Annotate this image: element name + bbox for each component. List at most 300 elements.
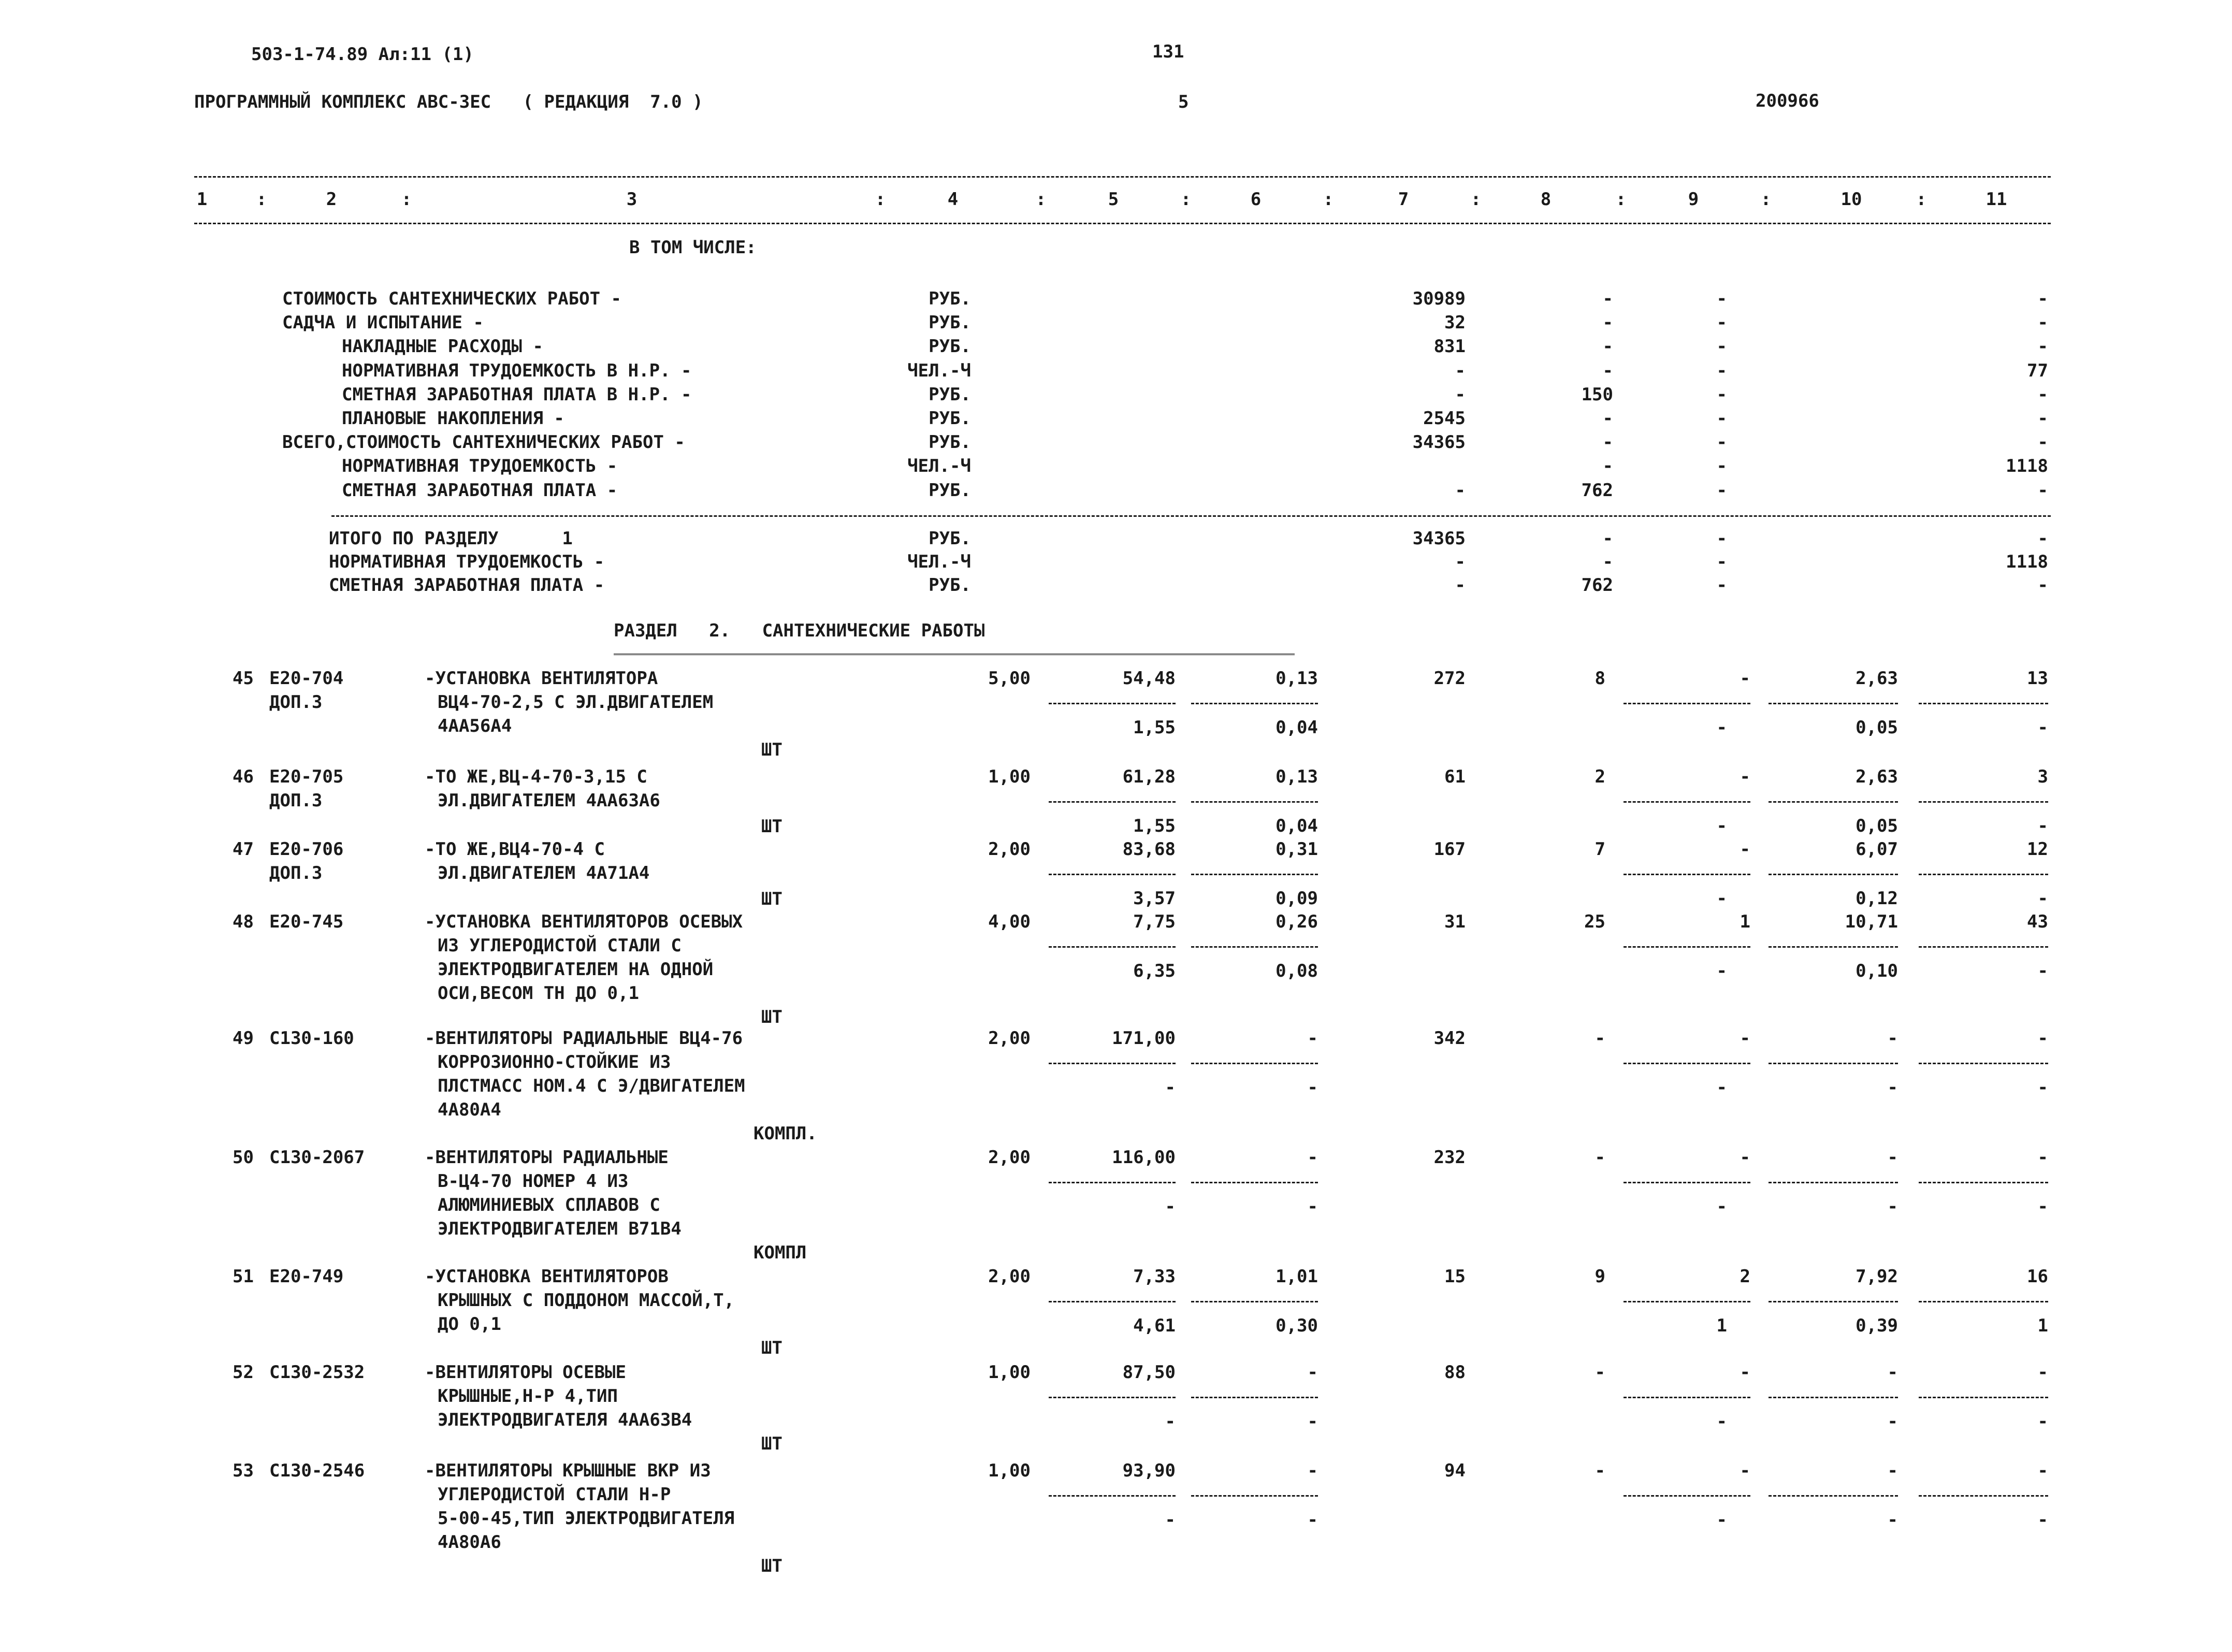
column-number: 2 [326, 189, 337, 210]
item-code: С130-2532 [269, 1362, 365, 1383]
item-unit-price-sub: 6,35 [1133, 961, 1176, 981]
item-divider [1191, 703, 1318, 704]
item-description: АЛЮМИНИЕВЫХ СПЛАВОВ С [438, 1195, 660, 1215]
item-col10-sub: - [1887, 1411, 1898, 1432]
item-quantity: 1,00 [988, 1362, 1031, 1383]
program-title: ПРОГРАММНЫЙ КОМПЛЕКС АВС-3ЕС ( РЕДАКЦИЯ 7.0 ) [194, 92, 703, 112]
column-number: : [1180, 189, 1192, 210]
column-number: : [1916, 189, 1927, 210]
summary-row-col8: 150 [1581, 384, 1613, 405]
item-quantity: 5,00 [988, 668, 1031, 689]
item-description: -УСТАНОВКА ВЕНТИЛЯТОРОВ [425, 1266, 669, 1287]
summary-row-col9: - [1716, 336, 1727, 357]
item-description: ОСИ,ВЕСОМ ТН ДО 0,1 [438, 983, 639, 1004]
item-divider [1624, 1063, 1750, 1064]
item-number: 51 [233, 1266, 254, 1287]
item-divider [1624, 946, 1750, 948]
item-description: КОРРОЗИОННО-СТОЙКИЕ ИЗ [438, 1052, 671, 1073]
item-description: -ВЕНТИЛЯТОРЫ РАДИАЛЬНЫЕ [425, 1147, 669, 1168]
item-description: ЭЛЕКТРОДВИГАТЕЛЕМ В71В4 [438, 1219, 682, 1239]
item-col11-sub: - [2037, 1077, 2048, 1098]
item-quantity: 2,00 [988, 839, 1031, 860]
summary-row-col9: - [1716, 288, 1727, 309]
column-number: : [256, 189, 267, 210]
column-number: : [1760, 189, 1772, 210]
item-unit-price: 87,50 [1122, 1362, 1176, 1383]
summary-row-label: СМЕТНАЯ ЗАРАБОТНАЯ ПЛАТА - [342, 480, 618, 501]
summary-row-col8: - [1602, 312, 1613, 333]
summary-row-col8: - [1602, 456, 1613, 476]
item-divider [1049, 703, 1176, 704]
item-col9-sub: - [1716, 717, 1727, 738]
item-col8: - [1595, 1028, 1605, 1049]
item-col10-sub: 0,12 [1856, 888, 1898, 909]
item-col8: 7 [1595, 839, 1605, 860]
section-title: РАЗДЕЛ 2. САНТЕХНИЧЕСКИЕ РАБОТЫ [614, 620, 985, 641]
item-code: Е20-704 [269, 668, 344, 689]
summary-row-col11: - [2037, 288, 2048, 309]
summary-row-label: НАКЛАДНЫЕ РАСХОДЫ - [342, 336, 543, 357]
column-number: : [401, 189, 412, 210]
summary-row-amount: 34365 [1412, 432, 1466, 453]
item-unit-price-sub: - [1165, 1411, 1176, 1432]
item-description: 4АА56А4 [438, 716, 512, 736]
item-wage-price-sub: 0,04 [1276, 717, 1318, 738]
item-description: -ТО ЖЕ,ВЦ4-70-4 С [425, 839, 605, 860]
section-total-label: СМЕТНАЯ ЗАРАБОТНАЯ ПЛАТА - [329, 575, 605, 596]
column-number: 11 [1985, 189, 2007, 210]
item-wage-price-sub: 0,08 [1276, 961, 1318, 981]
item-divider [1919, 874, 2048, 875]
summary-row-col11: - [2037, 312, 2048, 333]
item-col9-sub: - [1716, 888, 1727, 909]
summary-row-col11: - [2037, 384, 2048, 405]
item-wage-price-sub: 0,09 [1276, 888, 1318, 909]
item-col10-sub: 0,39 [1856, 1315, 1898, 1336]
item-col10: 6,07 [1856, 839, 1898, 860]
summary-row-unit: РУБ. [929, 384, 971, 405]
item-divider [1049, 1495, 1176, 1497]
summary-row-amount: 831 [1433, 336, 1466, 357]
item-col8: 2 [1595, 766, 1605, 787]
item-description: -ВЕНТИЛЯТОРЫ РАДИАЛЬНЫЕ ВЦ4-76 [425, 1028, 743, 1049]
item-divider [1624, 1182, 1750, 1183]
item-col10-sub: 0,10 [1856, 961, 1898, 981]
item-col10: 7,92 [1856, 1266, 1898, 1287]
column-number: 7 [1398, 189, 1409, 210]
item-divider [1919, 1495, 2048, 1497]
item-col9: - [1740, 1460, 1750, 1481]
column-number: 6 [1250, 189, 1262, 210]
item-quantity: 4,00 [988, 911, 1031, 932]
section-total-col11: - [2037, 575, 2048, 596]
summary-row-col8: - [1602, 360, 1613, 381]
summary-row-amount: 32 [1444, 312, 1466, 333]
item-col11-sub: - [2037, 816, 2048, 836]
section-total-unit: РУБ. [929, 575, 971, 596]
item-divider [1191, 1397, 1318, 1398]
summary-row-unit: ЧЕЛ.-Ч [907, 456, 971, 476]
summary-row-amount: 30989 [1412, 288, 1466, 309]
item-col9-sub: - [1716, 1411, 1727, 1432]
item-col10: - [1887, 1028, 1898, 1049]
item-description: ЭЛЕКТРОДВИГАТЕЛЕМ НА ОДНОЙ [438, 959, 714, 980]
item-col8: - [1595, 1362, 1605, 1383]
item-col10-sub: - [1887, 1510, 1898, 1530]
item-col11: - [2037, 1028, 2048, 1049]
item-code: С130-160 [269, 1028, 354, 1049]
item-unit-price: 93,90 [1122, 1460, 1176, 1481]
item-unit-price: 116,00 [1112, 1147, 1176, 1168]
item-wage-price: - [1307, 1147, 1318, 1168]
item-divider [1769, 703, 1898, 704]
item-code: ДОП.3 [269, 863, 323, 883]
item-number: 53 [233, 1460, 254, 1481]
item-unit: ШТ [761, 1433, 782, 1454]
item-description: ЭЛ.ДВИГАТЕЛЕМ 4А71А4 [438, 863, 650, 883]
item-description: КРЫШНЫХ С ПОДДОНОМ МАССОЙ,Т, [438, 1290, 735, 1311]
item-divider [1191, 801, 1318, 803]
item-unit: КОМПЛ. [753, 1123, 817, 1144]
item-description: УГЛЕРОДИСТОЙ СТАЛИ Н-Р [438, 1484, 671, 1505]
item-code: С130-2067 [269, 1147, 365, 1168]
item-total: 61 [1444, 766, 1466, 787]
section-total-col9: - [1716, 575, 1727, 596]
item-description: -УСТАНОВКА ВЕНТИЛЯТОРА [425, 668, 658, 689]
document-number: 200966 [1756, 91, 1819, 111]
sheet-number: 5 [1178, 92, 1189, 112]
item-divider [1769, 1182, 1898, 1183]
item-col11: 13 [2027, 668, 2048, 689]
column-number: : [1035, 189, 1047, 210]
summary-row-col11: - [2037, 480, 2048, 501]
item-divider [1049, 801, 1176, 803]
summary-row-col9: - [1716, 408, 1727, 429]
column-number: : [1470, 189, 1482, 210]
item-divider [1049, 1397, 1176, 1398]
item-unit-price: 7,75 [1133, 911, 1176, 932]
item-unit: КОМПЛ [753, 1242, 807, 1263]
column-number: : [875, 189, 886, 210]
column-number: 8 [1540, 189, 1552, 210]
item-description: -ВЕНТИЛЯТОРЫ ОСЕВЫЕ [425, 1362, 626, 1383]
item-divider [1624, 801, 1750, 803]
item-divider [1919, 801, 2048, 803]
item-divider [1624, 874, 1750, 875]
item-col11-sub: - [2037, 961, 2048, 981]
column-number: 1 [196, 189, 208, 210]
summary-row-col11: 1118 [2006, 456, 2048, 476]
item-col11: - [2037, 1362, 2048, 1383]
item-number: 45 [233, 668, 254, 689]
item-col9-sub: - [1716, 1196, 1727, 1217]
item-description: ИЗ УГЛЕРОДИСТОЙ СТАЛИ С [438, 935, 682, 956]
item-total: 15 [1444, 1266, 1466, 1287]
item-col10: 2,63 [1856, 766, 1898, 787]
item-unit: ШТ [761, 1556, 782, 1576]
item-description: -ТО ЖЕ,ВЦ-4-70-3,15 С [425, 766, 647, 787]
item-description: ВЦ4-70-2,5 С ЭЛ.ДВИГАТЕЛЕМ [438, 692, 714, 713]
item-code: ДОП.3 [269, 692, 323, 713]
section-total-col8: 762 [1581, 575, 1613, 596]
summary-row-unit: РУБ. [929, 480, 971, 501]
item-divider [1769, 1063, 1898, 1064]
summary-row-label: САДЧА И ИСПЫТАНИЕ - [282, 312, 484, 333]
item-description: 4А80А4 [438, 1099, 501, 1120]
item-wage-price: - [1307, 1362, 1318, 1383]
section-total-col11: 1118 [2006, 552, 2048, 572]
item-unit-price-sub: - [1165, 1077, 1176, 1098]
item-quantity: 2,00 [988, 1028, 1031, 1049]
item-wage-price: - [1307, 1460, 1318, 1481]
item-unit: ШТ [761, 816, 782, 837]
item-col9: 2 [1740, 1266, 1750, 1287]
item-wage-price-sub: - [1307, 1510, 1318, 1530]
item-description: В-Ц4-70 НОМЕР 4 ИЗ [438, 1171, 629, 1192]
section-total-col8: - [1602, 528, 1613, 549]
item-col9: - [1740, 766, 1750, 787]
column-number: 10 [1840, 189, 1862, 210]
item-wage-price: 0,13 [1276, 766, 1318, 787]
item-unit-price-sub: 4,61 [1133, 1315, 1176, 1336]
item-number: 48 [233, 911, 254, 932]
item-col9: - [1740, 1028, 1750, 1049]
item-description: ЭЛ.ДВИГАТЕЛЕМ 4АА63А6 [438, 790, 660, 811]
item-divider [1049, 1182, 1176, 1183]
item-col11-sub: - [2037, 1411, 2048, 1432]
item-unit: ШТ [761, 1338, 782, 1358]
item-divider [1919, 946, 2048, 948]
section-total-unit: ЧЕЛ.-Ч [907, 552, 971, 572]
item-unit-price-sub: - [1165, 1510, 1176, 1530]
item-code: ДОП.3 [269, 790, 323, 811]
item-divider [1049, 874, 1176, 875]
item-col9: - [1740, 1147, 1750, 1168]
item-divider [1624, 1301, 1750, 1302]
item-col10: - [1887, 1362, 1898, 1383]
item-wage-price-sub: - [1307, 1411, 1318, 1432]
summary-row-unit: РУБ. [929, 288, 971, 309]
item-divider [1919, 1397, 2048, 1398]
item-description: 4А80А6 [438, 1532, 501, 1553]
item-divider [1191, 1301, 1318, 1302]
item-divider [1919, 1301, 2048, 1302]
summary-row-col11: - [2037, 336, 2048, 357]
item-total: 342 [1433, 1028, 1466, 1049]
item-wage-price: 0,31 [1276, 839, 1318, 860]
item-col11: 3 [2037, 766, 2048, 787]
table-top-rule [194, 176, 2051, 178]
summary-row-amount: 2545 [1423, 408, 1466, 429]
section-title-underline [614, 654, 1295, 657]
item-col10: 2,63 [1856, 668, 1898, 689]
summary-row-col11: - [2037, 408, 2048, 429]
summary-row-label: ВСЕГО,СТОИМОСТЬ САНТЕХНИЧЕСКИХ РАБОТ - [282, 432, 685, 453]
item-col9-sub: 1 [1716, 1315, 1727, 1336]
summary-row-amount: - [1455, 360, 1466, 381]
item-col10: - [1887, 1460, 1898, 1481]
item-unit: ШТ [761, 889, 782, 909]
summary-heading: В ТОМ ЧИСЛЕ: [629, 237, 757, 258]
summary-row-amount: - [1455, 480, 1466, 501]
section-total-label: НОРМАТИВНАЯ ТРУДОЕМКОСТЬ - [329, 552, 605, 572]
page-number: 131 [1152, 41, 1184, 62]
item-col11-sub: - [2037, 1196, 2048, 1217]
item-description: 5-00-45,ТИП ЭЛЕКТРОДВИГАТЕЛЯ [438, 1508, 735, 1529]
item-divider [1191, 1063, 1318, 1064]
item-col9: - [1740, 668, 1750, 689]
summary-row-col11: - [2037, 432, 2048, 453]
summary-row-unit: РУБ. [929, 432, 971, 453]
item-col8: - [1595, 1147, 1605, 1168]
item-wage-price-sub: - [1307, 1196, 1318, 1217]
summary-row-label: СМЕТНАЯ ЗАРАБОТНАЯ ПЛАТА В Н.Р. - [342, 384, 692, 405]
item-code: Е20-745 [269, 911, 344, 932]
summary-row-col8: - [1602, 336, 1613, 357]
item-col9-sub: - [1716, 1510, 1727, 1530]
item-wage-price-sub: - [1307, 1077, 1318, 1098]
item-divider [1769, 946, 1898, 948]
item-description: ДО 0,1 [438, 1314, 501, 1335]
item-number: 52 [233, 1362, 254, 1383]
summary-row-col8: - [1602, 408, 1613, 429]
item-code: Е20-706 [269, 839, 344, 860]
item-unit: ШТ [761, 1007, 782, 1027]
item-description: -УСТАНОВКА ВЕНТИЛЯТОРОВ ОСЕВЫХ [425, 911, 743, 932]
item-col11-sub: - [2037, 888, 2048, 909]
item-col11: - [2037, 1460, 2048, 1481]
item-divider [1769, 1397, 1898, 1398]
column-number: 4 [947, 189, 959, 210]
item-description: КРЫШНЫЕ,Н-Р 4,ТИП [438, 1386, 618, 1407]
item-total: 232 [1433, 1147, 1466, 1168]
summary-row-label: СТОИМОСТЬ САНТЕХНИЧЕСКИХ РАБОТ - [282, 288, 622, 309]
item-col11-sub: - [2037, 717, 2048, 738]
item-divider [1919, 1063, 2048, 1064]
summary-row-col9: - [1716, 360, 1727, 381]
column-number: : [1615, 189, 1627, 210]
summary-row-label: НОРМАТИВНАЯ ТРУДОЕМКОСТЬ - [342, 456, 618, 476]
summary-row-amount: - [1455, 384, 1466, 405]
summary-row-col9: - [1716, 456, 1727, 476]
document-code: 503-1-74.89 Ал:11 (1) [251, 44, 474, 65]
item-divider [1769, 874, 1898, 875]
item-divider [1919, 703, 2048, 704]
summary-row-unit: ЧЕЛ.-Ч [907, 360, 971, 381]
item-unit: ШТ [761, 740, 782, 760]
summary-row-col9: - [1716, 480, 1727, 501]
summary-row-col8: - [1602, 288, 1613, 309]
item-unit-price: 61,28 [1122, 766, 1176, 787]
column-number: 9 [1688, 189, 1699, 210]
item-wage-price-sub: 0,04 [1276, 816, 1318, 836]
item-col9-sub: - [1716, 816, 1727, 836]
section-total-amount: - [1455, 552, 1466, 572]
item-col8: 8 [1595, 668, 1605, 689]
table-header-rule [194, 223, 2051, 224]
summary-row-unit: РУБ. [929, 336, 971, 357]
item-divider [1191, 946, 1318, 948]
item-code: Е20-749 [269, 1266, 344, 1287]
item-divider [1769, 1301, 1898, 1302]
item-divider [1769, 1495, 1898, 1497]
item-col9: 1 [1740, 911, 1750, 932]
section-total-col8: - [1602, 552, 1613, 572]
column-number: 5 [1108, 189, 1119, 210]
item-quantity: 1,00 [988, 1460, 1031, 1481]
item-number: 46 [233, 766, 254, 787]
item-quantity: 2,00 [988, 1266, 1031, 1287]
item-col9-sub: - [1716, 961, 1727, 981]
item-wage-price: - [1307, 1028, 1318, 1049]
item-unit-price: 83,68 [1122, 839, 1176, 860]
item-number: 49 [233, 1028, 254, 1049]
item-col9-sub: - [1716, 1077, 1727, 1098]
item-col10-sub: 0,05 [1856, 816, 1898, 836]
section-total-col11: - [2037, 528, 2048, 549]
item-divider [1049, 1063, 1176, 1064]
column-number: : [1323, 189, 1334, 210]
column-number: 3 [626, 189, 637, 210]
item-col9: - [1740, 1362, 1750, 1383]
item-col11: 12 [2027, 839, 2048, 860]
item-code: Е20-705 [269, 766, 344, 787]
summary-divider [331, 515, 2051, 517]
item-col8: - [1595, 1460, 1605, 1481]
item-wage-price-sub: 0,30 [1276, 1315, 1318, 1336]
summary-row-unit: РУБ. [929, 312, 971, 333]
item-total: 94 [1444, 1460, 1466, 1481]
item-divider [1624, 1397, 1750, 1398]
item-unit-price-sub: 1,55 [1133, 816, 1176, 836]
item-divider [1049, 1301, 1176, 1302]
item-col11-sub: 1 [2037, 1315, 2048, 1336]
item-quantity: 2,00 [988, 1147, 1031, 1168]
item-col9: - [1740, 839, 1750, 860]
item-divider [1769, 801, 1898, 803]
summary-row-col9: - [1716, 312, 1727, 333]
item-col10-sub: - [1887, 1077, 1898, 1098]
item-col8: 25 [1584, 911, 1605, 932]
item-divider [1049, 946, 1176, 948]
item-divider [1919, 1182, 2048, 1183]
item-number: 50 [233, 1147, 254, 1168]
item-total: 167 [1433, 839, 1466, 860]
item-description: ПЛСТМАСС НОМ.4 С Э/ДВИГАТЕЛЕМ [438, 1076, 745, 1096]
item-wage-price: 0,26 [1276, 911, 1318, 932]
item-unit-price-sub: - [1165, 1196, 1176, 1217]
item-quantity: 1,00 [988, 766, 1031, 787]
summary-row-col9: - [1716, 432, 1727, 453]
item-unit-price: 54,48 [1122, 668, 1176, 689]
summary-row-label: ПЛАНОВЫЕ НАКОПЛЕНИЯ - [342, 408, 564, 429]
section-total-col9: - [1716, 552, 1727, 572]
summary-row-label: НОРМАТИВНАЯ ТРУДОЕМКОСТЬ В Н.Р. - [342, 360, 692, 381]
item-col11: - [2037, 1147, 2048, 1168]
summary-row-col9: - [1716, 384, 1727, 405]
section-total-col9: - [1716, 528, 1727, 549]
item-col10: - [1887, 1147, 1898, 1168]
item-col11-sub: - [2037, 1510, 2048, 1530]
summary-row-unit: РУБ. [929, 408, 971, 429]
section-total-amount: - [1455, 575, 1466, 596]
item-divider [1191, 874, 1318, 875]
item-unit-price: 171,00 [1112, 1028, 1176, 1049]
item-number: 47 [233, 839, 254, 860]
item-unit-price-sub: 1,55 [1133, 717, 1176, 738]
item-wage-price: 1,01 [1276, 1266, 1318, 1287]
summary-row-col8: 762 [1581, 480, 1613, 501]
